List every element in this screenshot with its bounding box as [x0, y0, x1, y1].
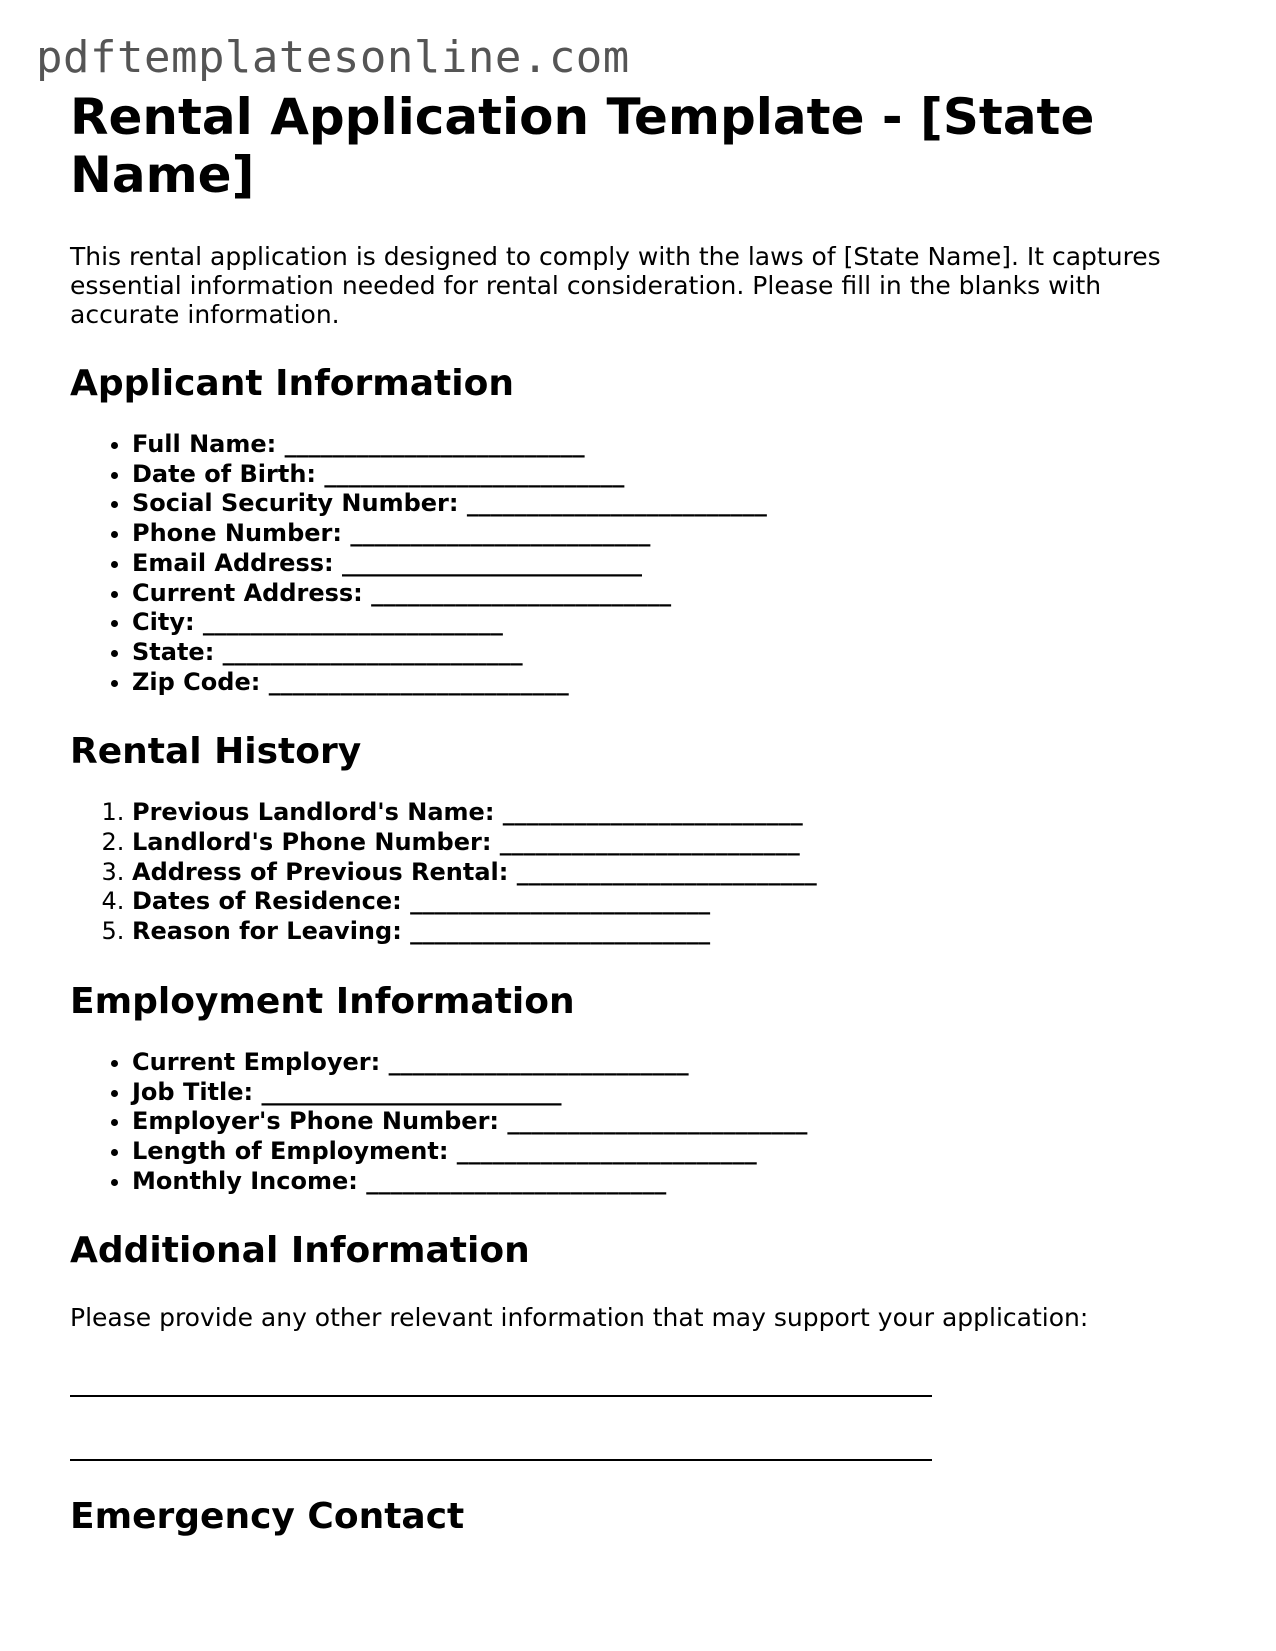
applicant-heading: Applicant Information [70, 363, 514, 404]
additional-blank-line-2[interactable] [70, 1459, 932, 1461]
additional-prompt: Please provide any other relevant information that may support your application: [70, 1303, 1089, 1333]
intro-paragraph: This rental application is designed to comply with the laws of [State Name]. It captures essential information needed for rental consideration. Please fill in the blanks with accurate information. [70, 242, 1161, 329]
document-title: Rental Application Template - [State Name] [70, 88, 1095, 204]
blank-line[interactable]: _________________________ [516, 857, 817, 886]
watermark: pdftemplatesonline.com [36, 32, 630, 83]
field-current-address: • Current Address: _________________________ [132, 579, 1190, 609]
blank-line[interactable]: _________________________ [341, 548, 642, 577]
field-previous-landlord: 1. Previous Landlord's Name: _________________________ [132, 798, 1190, 828]
field-email: • Email Address: _________________________ [132, 549, 1190, 579]
field-landlord-phone: 2. Landlord's Phone Number: _________________________ [132, 828, 1190, 858]
employment-heading: Employment Information [70, 980, 575, 1022]
applicant-field-list [70, 430, 1190, 697]
field-job-title: • Job Title: _________________________ [132, 1078, 1190, 1108]
field-monthly-income: • Monthly Income: _________________________ [132, 1167, 1190, 1197]
additional-blank-line-1[interactable] [70, 1395, 932, 1397]
blank-line[interactable]: _________________________ [371, 578, 672, 607]
field-dates-of-residence: 4. Dates of Residence: _________________________ [132, 887, 1190, 917]
field-employer-phone: • Employer's Phone Number: _________________________ [132, 1107, 1190, 1137]
blank-line[interactable]: _________________________ [268, 667, 569, 696]
blank-line[interactable]: _________________________ [261, 1077, 562, 1106]
field-reason-for-leaving: 5. Reason for Leaving: _________________________ [132, 917, 1190, 947]
blank-line[interactable]: _________________________ [507, 1107, 808, 1136]
blank-line[interactable]: _________________________ [350, 519, 651, 548]
blank-line[interactable]: _________________________ [410, 917, 711, 946]
field-length-of-employment: • Length of Employment: _________________________ [132, 1137, 1190, 1167]
employment-field-list [70, 1048, 1190, 1197]
rental-history-heading: Rental History [70, 731, 362, 773]
blank-line[interactable]: _________________________ [410, 887, 711, 916]
blank-line[interactable]: _________________________ [324, 459, 625, 488]
additional-heading: Additional Information [70, 1230, 530, 1272]
blank-line[interactable]: _________________________ [388, 1047, 689, 1076]
blank-line[interactable]: _________________________ [284, 430, 585, 458]
field-ssn: • Social Security Number: _________________________ [132, 489, 1190, 519]
field-current-employer: • Current Employer: _________________________ [132, 1048, 1190, 1078]
blank-line[interactable]: _________________________ [456, 1136, 757, 1165]
field-date-of-birth: • Date of Birth: _________________________ [132, 460, 1190, 490]
field-full-name: • Full Name: _________________________ [132, 430, 1190, 460]
field-phone: • Phone Number: _________________________ [132, 519, 1190, 549]
document-page [70, 88, 1190, 1539]
field-state: • State: _________________________ [132, 638, 1190, 668]
field-city: • City: _________________________ [132, 608, 1190, 638]
blank-line[interactable]: _________________________ [366, 1166, 667, 1195]
blank-line[interactable]: _________________________ [499, 828, 800, 857]
field-previous-address: 3. Address of Previous Rental: _________________________ [132, 858, 1190, 888]
blank-line[interactable]: _________________________ [466, 489, 767, 518]
blank-line[interactable]: _________________________ [222, 637, 523, 666]
blank-line[interactable]: _________________________ [502, 798, 803, 827]
field-zip: • Zip Code: _________________________ [132, 668, 1190, 698]
rental-history-list [70, 798, 1190, 947]
blank-line[interactable]: _________________________ [202, 608, 503, 637]
emergency-heading: Emergency Contact [70, 1496, 465, 1538]
